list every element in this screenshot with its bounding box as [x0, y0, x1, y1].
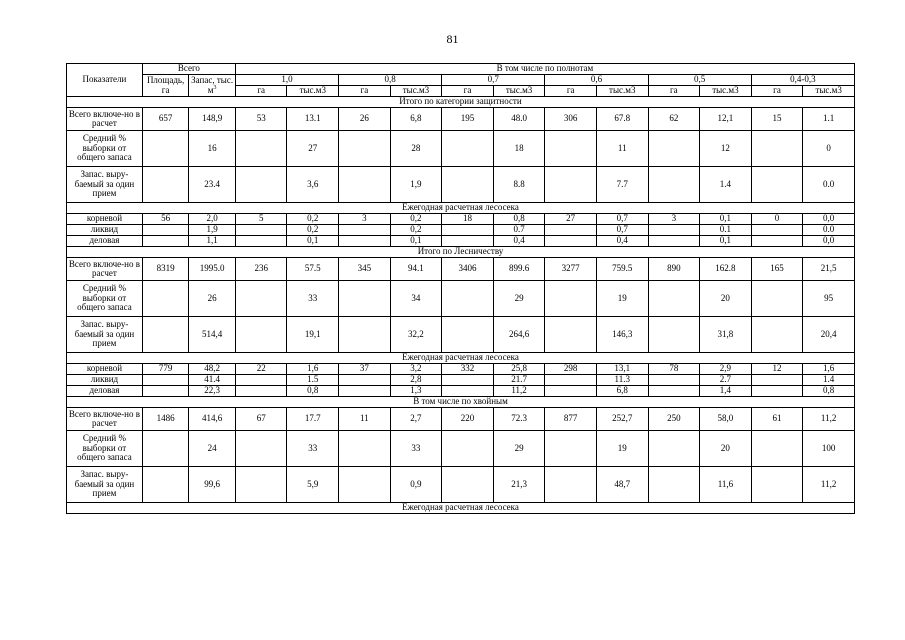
- header-unit-m3: тыс.м3: [803, 86, 855, 97]
- table-cell: 0.0: [803, 225, 855, 236]
- table-cell: [235, 375, 287, 386]
- table-cell: [751, 317, 803, 353]
- table-cell: [235, 467, 287, 503]
- table-cell: 25,8: [493, 364, 545, 375]
- table-cell: 95: [803, 281, 855, 317]
- table-cell: 67: [235, 408, 287, 431]
- table-cell: 99,6: [189, 467, 236, 503]
- header-unit-m3: тыс.м3: [287, 86, 339, 97]
- table-cell: 48,2: [189, 364, 236, 375]
- table-cell: [442, 375, 494, 386]
- table-row: [67, 225, 855, 236]
- table-cell: 100: [803, 431, 855, 467]
- table-cell: 11,2: [493, 386, 545, 397]
- table-cell: 16: [189, 131, 236, 167]
- section-row: [67, 203, 855, 214]
- header-unit-ha: га: [648, 86, 700, 97]
- page-number: 81: [446, 32, 459, 46]
- table-cell: 0,7: [596, 214, 648, 225]
- row-label: Всего включе-но в расчет: [67, 258, 143, 281]
- table-cell: 1,6: [287, 364, 339, 375]
- table-cell: 21.7: [493, 375, 545, 386]
- table-cell: [648, 431, 700, 467]
- table-cell: 3277: [545, 258, 597, 281]
- table-cell: [142, 431, 189, 467]
- table-cell: [442, 386, 494, 397]
- table-cell: 53: [235, 108, 287, 131]
- table-cell: [339, 281, 391, 317]
- table-cell: 0,2: [390, 214, 442, 225]
- table-cell: 48.0: [493, 108, 545, 131]
- table-cell: 22: [235, 364, 287, 375]
- table-cell: [339, 467, 391, 503]
- table-cell: [235, 225, 287, 236]
- table-cell: [339, 375, 391, 386]
- table-cell: 33: [390, 431, 442, 467]
- table-cell: [339, 317, 391, 353]
- table-cell: 264,6: [493, 317, 545, 353]
- table-cell: 37: [339, 364, 391, 375]
- row-label: деловая: [67, 386, 143, 397]
- section-row: [67, 503, 855, 514]
- table-row: [67, 236, 855, 247]
- table-cell: [442, 431, 494, 467]
- table-cell: [545, 431, 597, 467]
- table-row: [67, 364, 855, 375]
- table-cell: 11,6: [700, 467, 752, 503]
- table-cell: 890: [648, 258, 700, 281]
- table-cell: 11.3: [596, 375, 648, 386]
- table-cell: 7.7: [596, 167, 648, 203]
- table-cell: 195: [442, 108, 494, 131]
- table-cell: [751, 167, 803, 203]
- table-cell: 2,9: [700, 364, 752, 375]
- table-row: [67, 375, 855, 386]
- table-cell: [142, 375, 189, 386]
- header-indicators: Показатели: [67, 64, 143, 97]
- table-cell: 220: [442, 408, 494, 431]
- table-cell: 250: [648, 408, 700, 431]
- table-cell: 67.8: [596, 108, 648, 131]
- table-cell: 0,9: [390, 467, 442, 503]
- header-total: Всего: [142, 64, 235, 75]
- table-cell: 62: [648, 108, 700, 131]
- table-cell: 3: [339, 214, 391, 225]
- table-cell: [235, 167, 287, 203]
- table-cell: 12,1: [700, 108, 752, 131]
- table-cell: [545, 281, 597, 317]
- table-cell: 0: [803, 131, 855, 167]
- table-cell: 28: [390, 131, 442, 167]
- table-row: [67, 214, 855, 225]
- table-cell: 3,6: [287, 167, 339, 203]
- table-cell: [545, 386, 597, 397]
- table-cell: 26: [189, 281, 236, 317]
- table-cell: [648, 225, 700, 236]
- section-title: В том числе по хвойным: [67, 397, 855, 408]
- table-cell: [339, 386, 391, 397]
- table-cell: 61: [751, 408, 803, 431]
- table-cell: 0,7: [596, 225, 648, 236]
- table-cell: 0.0: [803, 167, 855, 203]
- table-cell: [545, 236, 597, 247]
- table-cell: [648, 317, 700, 353]
- table-cell: [235, 236, 287, 247]
- section-title: Ежегодная расчетная лесосека: [67, 353, 855, 364]
- table-cell: 15: [751, 108, 803, 131]
- table-cell: 32,2: [390, 317, 442, 353]
- table-cell: [142, 386, 189, 397]
- table-cell: [442, 317, 494, 353]
- table-cell: 165: [751, 258, 803, 281]
- table-cell: 11: [339, 408, 391, 431]
- table-cell: [339, 225, 391, 236]
- table-cell: 57.5: [287, 258, 339, 281]
- header-density: 0,6: [545, 75, 648, 86]
- table-cell: 0,2: [390, 225, 442, 236]
- row-label: ликвид: [67, 225, 143, 236]
- header-density: 0,7: [442, 75, 545, 86]
- header-stock: [189, 75, 236, 97]
- table-cell: 0,0: [803, 236, 855, 247]
- table-row: [67, 317, 855, 353]
- table-row: [67, 386, 855, 397]
- table-cell: 3406: [442, 258, 494, 281]
- table-body: [67, 97, 855, 514]
- table-cell: [751, 281, 803, 317]
- table-cell: 2,7: [390, 408, 442, 431]
- table-cell: [648, 167, 700, 203]
- table-cell: 3: [648, 214, 700, 225]
- table-cell: 27: [287, 131, 339, 167]
- table-cell: [339, 131, 391, 167]
- table-cell: 146,3: [596, 317, 648, 353]
- section-row: [67, 97, 855, 108]
- table-cell: 21,5: [803, 258, 855, 281]
- table-cell: [648, 236, 700, 247]
- table-cell: 0,0: [803, 214, 855, 225]
- table-cell: [235, 317, 287, 353]
- row-label: Запас. выру-баемый за один прием: [67, 167, 143, 203]
- table-cell: 1,6: [803, 364, 855, 375]
- table-cell: 19: [596, 281, 648, 317]
- header-density: 0,5: [648, 75, 751, 86]
- table-row: [67, 167, 855, 203]
- row-label: Запас. выру-баемый за один прием: [67, 317, 143, 353]
- header-unit-ha: га: [751, 86, 803, 97]
- header-density: 1,0: [235, 75, 338, 86]
- table-cell: 12: [700, 131, 752, 167]
- table-cell: 1995.0: [189, 258, 236, 281]
- table-cell: 11,2: [803, 467, 855, 503]
- table-cell: [442, 467, 494, 503]
- row-label: Всего включе-но в расчет: [67, 108, 143, 131]
- header-unit-ha: га: [442, 86, 494, 97]
- table-cell: 759.5: [596, 258, 648, 281]
- table-cell: [142, 236, 189, 247]
- table-cell: 41.4: [189, 375, 236, 386]
- header-unit-m3: тыс.м3: [493, 86, 545, 97]
- table-cell: 0,8: [287, 386, 339, 397]
- table-cell: [751, 431, 803, 467]
- table-cell: 18: [442, 214, 494, 225]
- header-by-density: В том числе по полнотам: [235, 64, 854, 75]
- table-cell: 72.3: [493, 408, 545, 431]
- header-stock-text: Запас, тыс. м: [191, 75, 234, 95]
- table-header: [67, 64, 855, 97]
- section-title: Итого по Лесничеству: [67, 247, 855, 258]
- table-cell: [235, 281, 287, 317]
- table-cell: 3,2: [390, 364, 442, 375]
- table-cell: [235, 431, 287, 467]
- table-cell: 1,9: [189, 225, 236, 236]
- table-cell: [339, 236, 391, 247]
- table-cell: 345: [339, 258, 391, 281]
- row-label: деловая: [67, 236, 143, 247]
- forest-cutting-table: [66, 63, 855, 514]
- table-cell: [142, 281, 189, 317]
- table-cell: [545, 467, 597, 503]
- table-cell: 162.8: [700, 258, 752, 281]
- table-cell: 11,2: [803, 408, 855, 431]
- table-cell: 78: [648, 364, 700, 375]
- table-cell: [442, 131, 494, 167]
- table-cell: [142, 167, 189, 203]
- section-title: Итого по категории защитности: [67, 97, 855, 108]
- table-cell: [545, 167, 597, 203]
- table-cell: [648, 375, 700, 386]
- table-cell: 2,0: [189, 214, 236, 225]
- table-cell: 0,1: [700, 236, 752, 247]
- table-cell: 899.6: [493, 258, 545, 281]
- row-label: Средний % выборки от общего запаса: [67, 131, 143, 167]
- table-row: [67, 467, 855, 503]
- header-unit-ha: га: [235, 86, 287, 97]
- row-label: ликвид: [67, 375, 143, 386]
- table-cell: 414,6: [189, 408, 236, 431]
- table-cell: 20,4: [803, 317, 855, 353]
- table-cell: 1,1: [189, 236, 236, 247]
- table-cell: [545, 225, 597, 236]
- row-label: Средний % выборки от общего запаса: [67, 281, 143, 317]
- table-cell: 22,3: [189, 386, 236, 397]
- table-cell: 19: [596, 431, 648, 467]
- table-cell: [545, 375, 597, 386]
- table-cell: 332: [442, 364, 494, 375]
- table-row: [67, 108, 855, 131]
- table-cell: 11: [596, 131, 648, 167]
- table-cell: 877: [545, 408, 597, 431]
- table-cell: 20: [700, 281, 752, 317]
- table-cell: 0.7: [493, 225, 545, 236]
- table-cell: [235, 386, 287, 397]
- table-cell: 33: [287, 281, 339, 317]
- header-unit-m3: тыс.м3: [390, 86, 442, 97]
- table-cell: 13.1: [287, 108, 339, 131]
- table-cell: 779: [142, 364, 189, 375]
- table-cell: 19,1: [287, 317, 339, 353]
- header-area: Площадь, га: [142, 75, 189, 97]
- table-cell: 1.1: [803, 108, 855, 131]
- table-cell: 31,8: [700, 317, 752, 353]
- table-cell: 0,1: [287, 236, 339, 247]
- table-cell: 17.7: [287, 408, 339, 431]
- table-cell: 5: [235, 214, 287, 225]
- table-cell: [751, 375, 803, 386]
- row-label: корневой: [67, 214, 143, 225]
- table-cell: 1.4: [803, 375, 855, 386]
- table-cell: 0,8: [803, 386, 855, 397]
- table-cell: 13,1: [596, 364, 648, 375]
- table-cell: 56: [142, 214, 189, 225]
- table-cell: 23.4: [189, 167, 236, 203]
- table-cell: 33: [287, 431, 339, 467]
- header-unit-ha: га: [545, 86, 597, 97]
- table-cell: [648, 386, 700, 397]
- table-cell: 8.8: [493, 167, 545, 203]
- table-cell: 21,3: [493, 467, 545, 503]
- table-cell: 5,9: [287, 467, 339, 503]
- table-cell: [545, 131, 597, 167]
- table-cell: [442, 281, 494, 317]
- table-cell: 0,4: [493, 236, 545, 247]
- table-cell: [442, 167, 494, 203]
- table-cell: 236: [235, 258, 287, 281]
- table-cell: 657: [142, 108, 189, 131]
- header-unit-m3: тыс.м3: [596, 86, 648, 97]
- table-cell: 12: [751, 364, 803, 375]
- table-cell: 2.7: [700, 375, 752, 386]
- table-cell: 0,1: [700, 214, 752, 225]
- table-row: [67, 431, 855, 467]
- table-cell: 1,4: [700, 386, 752, 397]
- table-cell: [442, 236, 494, 247]
- table-cell: 29: [493, 431, 545, 467]
- row-label: Запас. выру-баемый за один прием: [67, 467, 143, 503]
- table-cell: [751, 131, 803, 167]
- section-title: Ежегодная расчетная лесосека: [67, 203, 855, 214]
- table-cell: 298: [545, 364, 597, 375]
- table-cell: [142, 467, 189, 503]
- header-stock-sup: 3: [213, 84, 217, 91]
- section-row: [67, 353, 855, 364]
- table-cell: [142, 131, 189, 167]
- table-cell: 6,8: [390, 108, 442, 131]
- table-cell: [339, 431, 391, 467]
- table-cell: 306: [545, 108, 597, 131]
- table-cell: 58,0: [700, 408, 752, 431]
- table-cell: [751, 225, 803, 236]
- table-cell: [442, 225, 494, 236]
- table-cell: 48,7: [596, 467, 648, 503]
- row-label: корневой: [67, 364, 143, 375]
- table-cell: 1.5: [287, 375, 339, 386]
- table-cell: 0.1: [700, 225, 752, 236]
- table-cell: [339, 167, 391, 203]
- header-density: 0,4-0,3: [751, 75, 854, 86]
- table-cell: [545, 317, 597, 353]
- table-row: [67, 281, 855, 317]
- table-cell: 1,9: [390, 167, 442, 203]
- table-cell: 1.4: [700, 167, 752, 203]
- table-cell: 1486: [142, 408, 189, 431]
- table-cell: 18: [493, 131, 545, 167]
- header-unit-m3: тыс.м3: [700, 86, 752, 97]
- table-row: [67, 408, 855, 431]
- table-cell: 252,7: [596, 408, 648, 431]
- table-cell: 20: [700, 431, 752, 467]
- section-row: [67, 397, 855, 408]
- row-label: Всего включе-но в расчет: [67, 408, 143, 431]
- table-cell: [648, 281, 700, 317]
- table-cell: 0: [751, 214, 803, 225]
- table-cell: [142, 225, 189, 236]
- header-density: 0,8: [339, 75, 442, 86]
- table-cell: 27: [545, 214, 597, 225]
- header-unit-ha: га: [339, 86, 391, 97]
- table-cell: 2,8: [390, 375, 442, 386]
- table-cell: [648, 131, 700, 167]
- table-cell: 0,8: [493, 214, 545, 225]
- table-cell: [235, 131, 287, 167]
- table-cell: 0,4: [596, 236, 648, 247]
- table-cell: [751, 386, 803, 397]
- table-cell: 1,3: [390, 386, 442, 397]
- table-cell: 0,1: [390, 236, 442, 247]
- table-cell: [751, 236, 803, 247]
- table-cell: 514,4: [189, 317, 236, 353]
- table-cell: 0,2: [287, 214, 339, 225]
- table-cell: 8319: [142, 258, 189, 281]
- table-cell: 6,8: [596, 386, 648, 397]
- table-cell: 29: [493, 281, 545, 317]
- table-cell: 34: [390, 281, 442, 317]
- table-cell: [648, 467, 700, 503]
- table-cell: [142, 317, 189, 353]
- section-row: [67, 247, 855, 258]
- table-cell: 26: [339, 108, 391, 131]
- table-row: [67, 131, 855, 167]
- row-label: Средний % выборки от общего запаса: [67, 431, 143, 467]
- section-title: Ежегодная расчетная лесосека: [67, 503, 855, 514]
- table-cell: [751, 467, 803, 503]
- table-cell: 94.1: [390, 258, 442, 281]
- table-cell: 24: [189, 431, 236, 467]
- table-cell: 0,2: [287, 225, 339, 236]
- table-row: [67, 258, 855, 281]
- table-cell: 148,9: [189, 108, 236, 131]
